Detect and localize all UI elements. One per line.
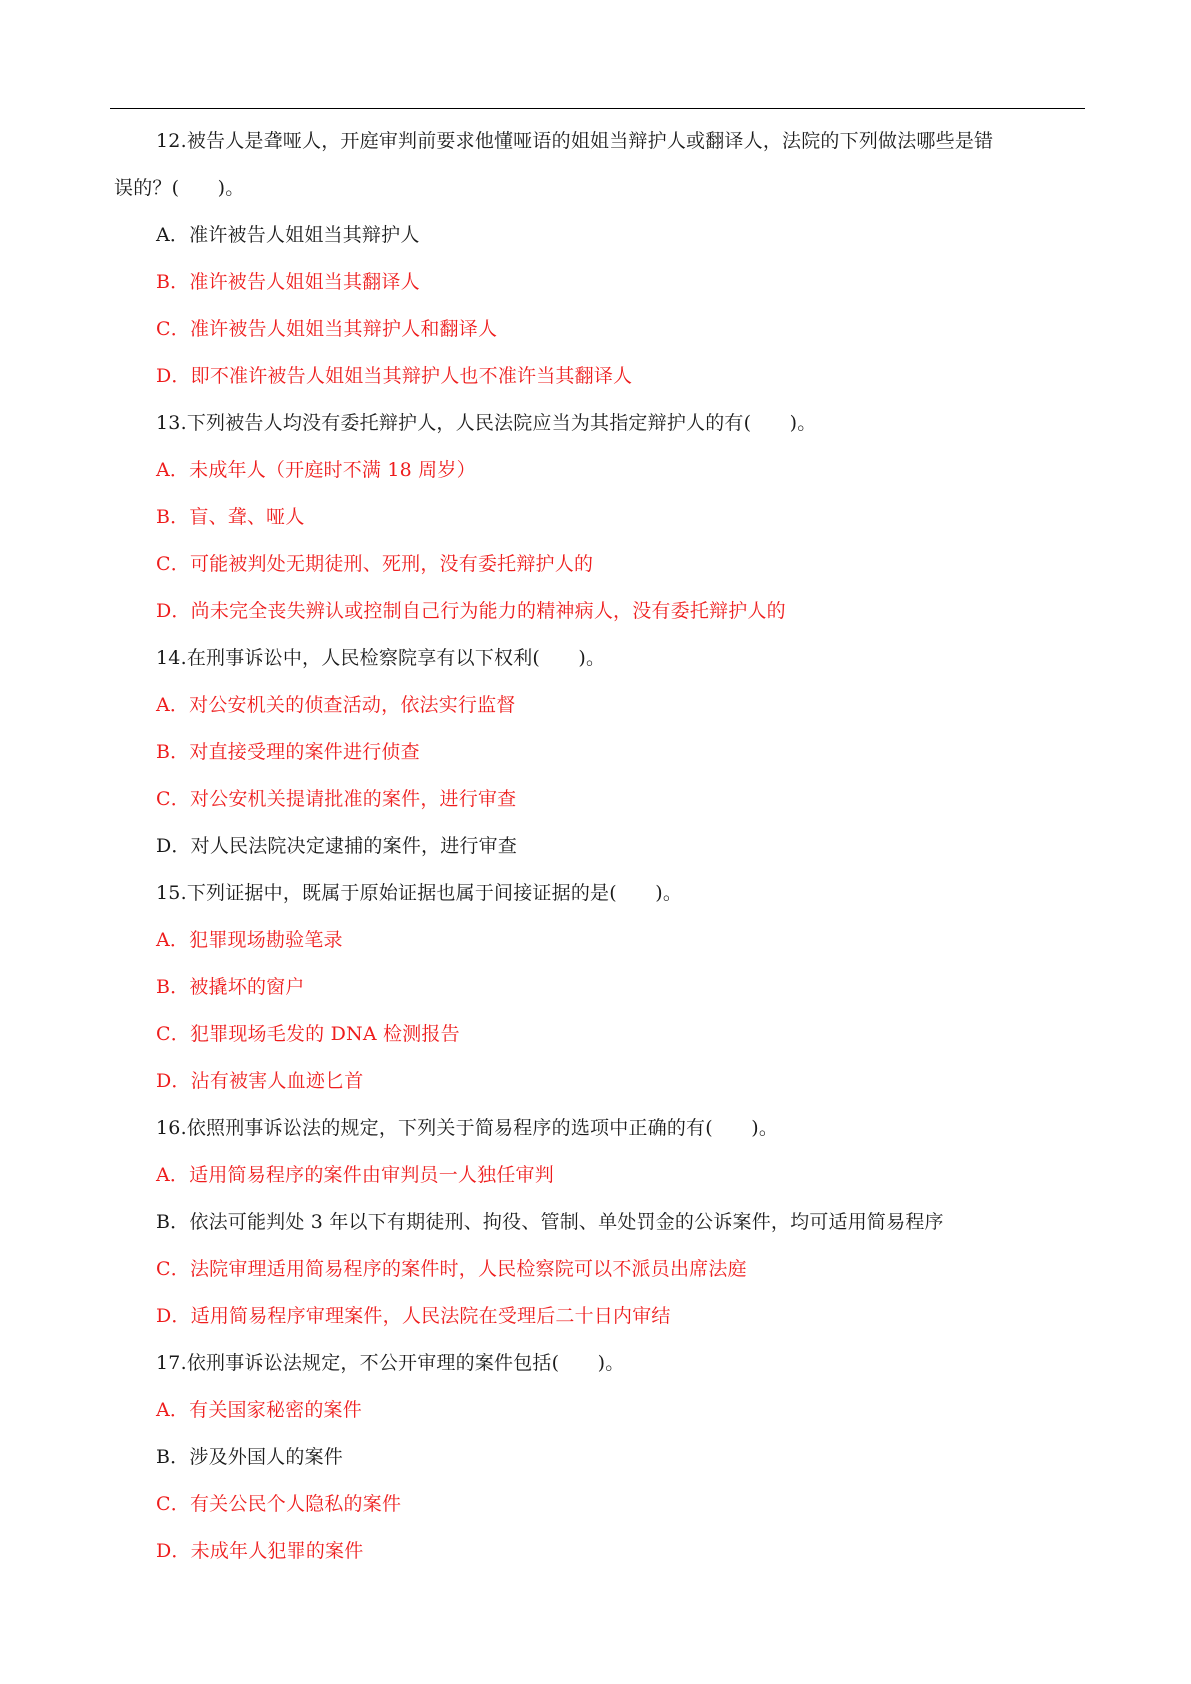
answer-option: D．即不准许被告人姐姐当其辩护人也不准许当其翻译人 — [156, 365, 633, 387]
answer-option: C．法院审理适用简易程序的案件时，人民检察院可以不派员出席法庭 — [156, 1258, 747, 1280]
answer-option: B．涉及外国人的案件 — [156, 1446, 343, 1468]
question-stem-line: 16.依照刑事诉讼法的规定，下列关于简易程序的选项中正确的有( )。 — [156, 1117, 779, 1139]
answer-option: B．依法可能判处 3 年以下有期徒刑、拘役、管制、单处罚金的公诉案件，均可适用简易程序 — [156, 1211, 944, 1233]
answer-option: A．对公安机关的侦查活动，依法实行监督 — [156, 694, 516, 716]
answer-option: B．被撬坏的窗户 — [156, 976, 305, 998]
question-block — [156, 400, 1084, 635]
answer-option: D．未成年人犯罪的案件 — [156, 1540, 364, 1562]
answer-option: D．沾有被害人血迹匕首 — [156, 1070, 364, 1092]
question-block — [156, 1105, 1084, 1340]
answer-option: A．有关国家秘密的案件 — [156, 1399, 362, 1421]
answer-option: B．对直接受理的案件进行侦查 — [156, 741, 420, 763]
question-list — [114, 118, 1084, 1575]
question-block — [156, 635, 1084, 870]
question-block — [156, 1340, 1084, 1575]
answer-option: C．犯罪现场毛发的 DNA 检测报告 — [156, 1023, 460, 1045]
question-block — [156, 870, 1084, 1105]
answer-option: C．准许被告人姐姐当其辩护人和翻译人 — [156, 318, 498, 340]
question-stem-line: 15.下列证据中，既属于原始证据也属于间接证据的是( )。 — [156, 882, 683, 904]
question-stem-line: 14.在刑事诉讼中，人民检察院享有以下权利( )。 — [156, 647, 606, 669]
answer-option: D．尚未完全丧失辨认或控制自己行为能力的精神病人，没有委托辩护人的 — [156, 600, 786, 622]
answer-option: C．有关公民个人隐私的案件 — [156, 1493, 402, 1515]
question-stem — [114, 118, 1084, 212]
answer-option: C．对公安机关提请批准的案件，进行审查 — [156, 788, 517, 810]
answer-option: A．准许被告人姐姐当其辩护人 — [156, 224, 420, 246]
question-stem — [156, 400, 1084, 447]
question-stem-line: 13.下列被告人均没有委托辩护人，人民法院应当为其指定辩护人的有( )。 — [156, 412, 817, 434]
answer-option: B．准许被告人姐姐当其翻译人 — [156, 271, 420, 293]
answer-option: A．犯罪现场勘验笔录 — [156, 929, 343, 951]
question-stem — [156, 1340, 1084, 1387]
question-stem — [156, 1105, 1084, 1152]
question-block — [114, 118, 1084, 400]
answer-option: D．对人民法院决定逮捕的案件，进行审查 — [156, 835, 518, 857]
question-stem — [156, 635, 1084, 682]
question-stem — [156, 870, 1084, 917]
question-stem-line: 17.依刑事诉讼法规定，不公开审理的案件包括( )。 — [156, 1352, 625, 1374]
question-stem-line: 误的？( )。 — [114, 177, 245, 199]
answer-option: C．可能被判处无期徒刑、死刑，没有委托辩护人的 — [156, 553, 594, 575]
answer-option: A．适用简易程序的案件由审判员一人独任审判 — [156, 1164, 554, 1186]
question-stem-line: 12.被告人是聋哑人，开庭审判前要求他懂哑语的姐姐当辩护人或翻译人，法院的下列做法哪些是错 — [156, 130, 994, 152]
answer-option: D．适用简易程序审理案件，人民法院在受理后二十日内审结 — [156, 1305, 671, 1327]
answer-option: A．未成年人（开庭时不满 18 周岁） — [156, 459, 476, 481]
answer-option: B．盲、聋、哑人 — [156, 506, 305, 528]
header-rule — [110, 108, 1085, 109]
